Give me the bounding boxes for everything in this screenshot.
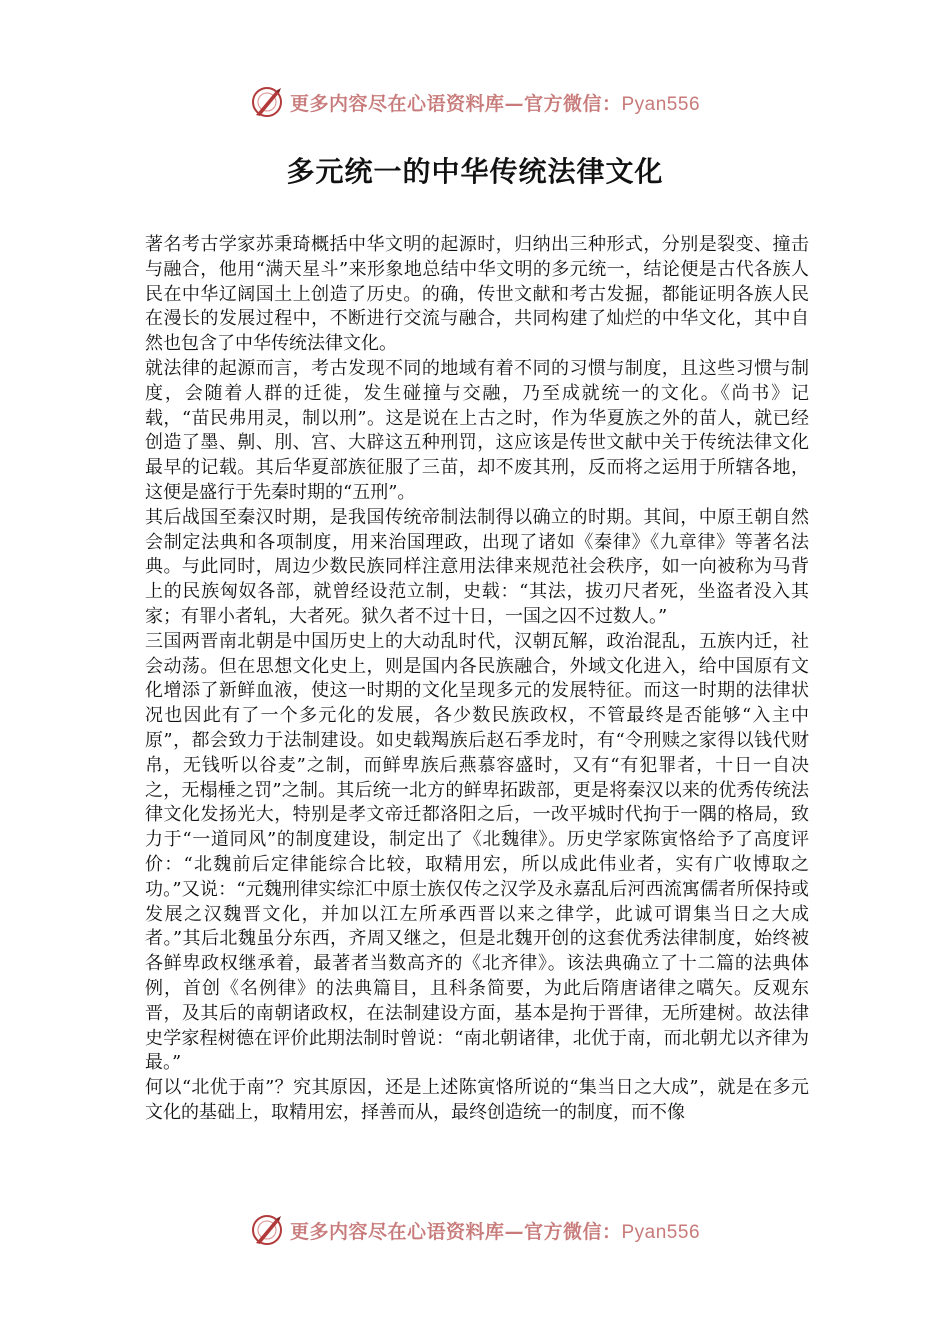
footer-banner bbox=[0, 1210, 950, 1250]
header-banner bbox=[0, 82, 950, 122]
quill-pen-logo-icon bbox=[250, 1213, 284, 1247]
paragraph-1: 著名考古学家苏秉琦概括中华文明的起源时，归纳出三种形式，分别是裂变、撞击与融合，他用“满天星斗”来形象地总结中华文明的多元统一，结论便是古代各族人民在中华辽阔国土上创造了历史。的确，传世文献和考古发掘，都能证明各族人民在漫长的发展过程中，不断进行交流与融合，共同构建了灿烂的中华文化，其中自然也包含了中华传统法律文化。 bbox=[145, 234, 809, 355]
header-wechat-id: Pyan556 bbox=[621, 93, 701, 115]
footer-banner-label: 更多内容尽在心语资料库—官方微信： bbox=[289, 1220, 622, 1243]
paragraph-4: 三国两晋南北朝是中国历史上的大动乱时代，汉朝瓦解，政治混乱，五族内迁，社会动荡。但在思想文化史上，则是国内各民族融合，外域文化进入，给中国原有文化增添了新鲜血液，使这一时期的文化呈现多元的发展特征。而这一时期的法律状况也因此有了一个多元化的发展，各少数民族政权，不管最终是否能够“入主中原”，都会致力于法制建设。如史载羯族后赵石季龙时，有“令刑赎之家得以钱代财帛，无钱听以谷麦”之制，而鲜卑族后燕慕容盛时，又有“有犯罪者，十日一自决之，无榻棰之罚”之制。其后统一北方的鲜卑拓跋部，更是将秦汉以来的优秀传统法律文化发扬光大，特别是孝文帝迁都洛阳之后，一改平城时代拘于一隅的格局，致力于“一道同风”的制度建设，制定出了《北魏律》。历史学家陈寅恪给予了高度评价：“北魏前后定律能综合比较，取精用宏，所以成此伟业者，实有广收博取之功。”又说：“元魏刑律实综汇中原士族仅传之汉学及永嘉乱后河西流寓儒者所保持或发展之汉魏晋文化，并加以江左所承西晋以来之律学，此诚可谓集当日之大成者。”其后北魏虽分东西，齐周又继之，但是北魏开创的这套优秀法律制度，始终被各鲜卑政权继承着，最著者当数高齐的《北齐律》。该法典确立了十二篇的法典体例，首创《名例律》的法典篇目，且科条简要，为此后隋唐诸律之嚆矢。反观东晋，及其后的南朝诸政权，在法制建设方面，基本是拘于晋律，无所建树。故法律史学家程树德在评价此期法制时曾说：“南北朝诸律，北优于南，而北朝尤以齐律为最。” bbox=[145, 630, 809, 1074]
article-body bbox=[145, 233, 809, 1126]
header-banner-label: 更多内容尽在心语资料库—官方微信： bbox=[289, 92, 622, 115]
paragraph-3: 其后战国至秦汉时期，是我国传统帝制法制得以确立的时期。其间，中原王朝自然会制定法典和各项制度，用来治国理政，出现了诸如《秦律》《九章律》等著名法典。与此同时，周边少数民族同样注意用法律来规范社会秩序，如一向被称为马背上的民族匈奴各部，就曾经设范立制，史载：“其法，拔刃尺者死，坐盗者没入其家；有罪小者轧，大者死。狱久者不过十日，一国之囚不过数人。” bbox=[145, 506, 809, 627]
quill-pen-logo-icon bbox=[250, 85, 284, 119]
document-title: 多元统一的中华传统法律文化 bbox=[286, 155, 664, 188]
header-banner-text bbox=[290, 89, 700, 116]
footer-banner-text bbox=[290, 1217, 700, 1244]
paragraph-2: 就法律的起源而言，考古发现不同的地域有着不同的习惯与制度，且这些习惯与制度，会随着人群的迁徙，发生碰撞与交融，乃至成就统一的文化。《尚书》记载，“苗民弗用灵，制以刑”。这是说在上古之时，作为华夏族之外的苗人，就已经创造了墨、劓、刖、宫、大辟这五种刑罚，这应该是传世文献中关于传统法律文化最早的记载。其后华夏部族征服了三苗，却不废其刑，反而将之运用于所辖各地，这便是盛行于先秦时期的“五刑”。 bbox=[145, 357, 809, 503]
footer-wechat-id: Pyan556 bbox=[621, 1221, 701, 1243]
paragraph-5: 何以“北优于南”？究其原因，还是上述陈寅恪所说的“集当日之大成”，就是在多元文化的基础上，取精用宏，择善而从，最终创造统一的制度，而不像 bbox=[145, 1077, 809, 1123]
